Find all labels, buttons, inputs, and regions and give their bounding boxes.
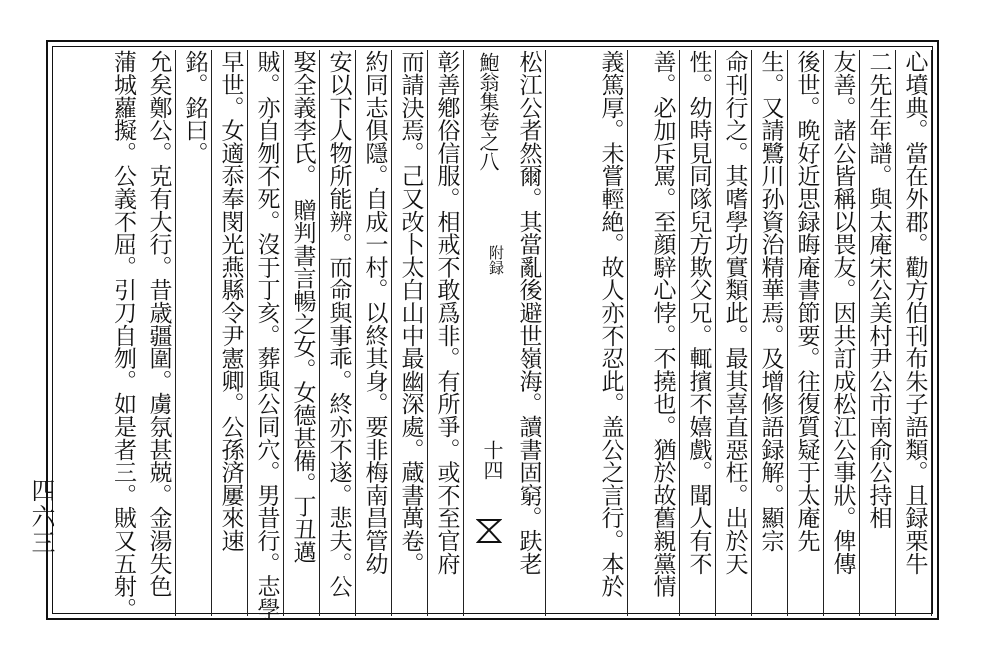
column-text: 後世。晩好近思録晦庵書節要。往復質疑于太庵先	[793, 50, 820, 552]
column-text: 松江公者然爾。其當亂後避世嶺海。讀書固窮。趺老	[515, 50, 542, 575]
banner-title: 鮑翁集卷之八	[476, 52, 500, 171]
text-column	[790, 50, 824, 616]
text-column	[142, 50, 176, 616]
text-column	[430, 50, 464, 616]
column-text: 彰善鄕俗信服。相戒不敢爲非。有所爭。或不至官府	[433, 50, 460, 575]
column-text: 蒲城蘿擬。公義不屈。引刀自刎。如是者三。賊又五射。	[110, 50, 136, 621]
column-text: 善。必加斥罵。至顔騂心悖。不撓也。猶於故舊親黨情	[649, 50, 676, 598]
text-column	[826, 50, 860, 616]
column-text: 早世。女適忝奉閔光燕縣令尹憲卿。公孫済屢來速	[217, 50, 244, 552]
text-column	[646, 50, 680, 616]
page-number: 四六三	[27, 478, 55, 556]
text-column	[754, 50, 788, 616]
text-column	[286, 50, 320, 616]
banner-section: 附録	[487, 245, 505, 275]
text-column	[594, 50, 628, 616]
text-column	[250, 50, 284, 621]
fishtail-mark-icon	[476, 516, 502, 544]
text-column	[214, 50, 248, 616]
text-column	[862, 50, 896, 616]
column-text: 安以下人物所能辨。而命與事乖。終亦不遂。悲夫。公	[325, 50, 352, 598]
column-text: 而請決焉。己又改卜太白山中最幽深處。蔵書萬卷。	[397, 50, 424, 575]
column-text: 賊。亦自刎不死。沒于丁亥。葬與公同穴。男昔行。志學	[253, 50, 280, 621]
column-text: 心墳典。當在外郡。勸方伯刊布朱子語類。且録栗牛	[901, 50, 928, 575]
column-text: 允矣鄭公。克有大行。昔歳疆圍。虜氛甚兢。金湯失色	[145, 50, 172, 598]
banner-sheet-number: 十四	[480, 440, 504, 480]
column-text: 娶全義李氏。 贈判書言暢之女。女德甚備。丁丑邁	[289, 50, 316, 563]
text-column	[178, 50, 212, 616]
column-text: 義篤厚。未嘗輕絶。故人亦不忍此。盖公之言行。本於	[597, 50, 624, 598]
column-text: 銘。銘曰。	[181, 50, 208, 165]
column-text: 生。又請鷺川孙資治精華焉。及增修語録解。顯宗	[757, 50, 784, 552]
column-text: 友善。諸公皆稱以畏友。因共訂成松江公事狀。俾傳	[829, 50, 856, 575]
text-column	[718, 50, 752, 616]
column-text: 命刊行之。其嗜學功實類此。最其喜直惡枉。出於天	[721, 50, 748, 575]
text-column	[322, 50, 356, 616]
text-column	[898, 50, 932, 616]
text-column	[394, 50, 428, 616]
text-column	[106, 50, 140, 621]
text-column	[358, 50, 392, 616]
column-text: 約同志俱隱。自成一村。以終其身。要非梅南昌管幼	[361, 50, 388, 575]
column-text: 性。幼時見同隊兒方欺父兄。輒擯不嬉戲。聞人有不	[685, 50, 712, 575]
text-column	[512, 50, 546, 616]
text-column	[682, 50, 716, 616]
column-text: 二先生年譜。與太庵宋公美村尹公市南俞公持相	[865, 50, 892, 529]
